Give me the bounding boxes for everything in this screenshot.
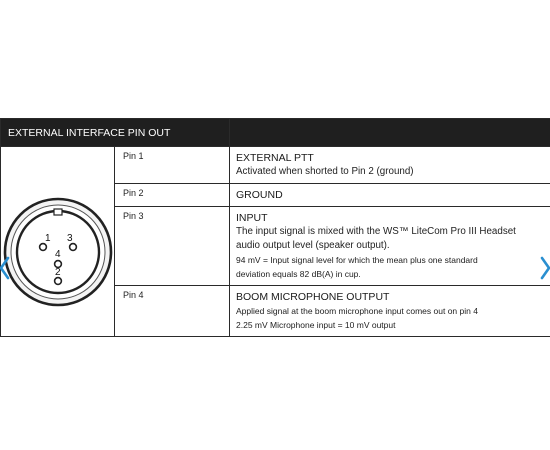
description-note: 94 mV = Input signal level for which the mean plus one standard: [236, 255, 478, 265]
description-title: BOOM MICROPHONE OUTPUT: [236, 291, 390, 303]
pin-2-contact: [55, 278, 62, 285]
pin-cell: Pin 3: [115, 207, 230, 286]
previous-arrow-icon[interactable]: [0, 256, 10, 280]
description-note: 2.25 mV Microphone input = 10 mV output: [236, 320, 396, 330]
table-row: [1, 147, 550, 184]
connector-key-notch: [54, 209, 62, 215]
pin-cell: Pin 2: [115, 184, 230, 207]
table-header-row: [1, 119, 550, 147]
pin-cell: Pin 4: [115, 286, 230, 337]
pin-label-4: 4: [55, 249, 61, 260]
pin-1-contact: [40, 244, 47, 251]
description-cell: [230, 207, 550, 286]
pin-out-table: [0, 118, 550, 337]
next-arrow-icon[interactable]: [540, 256, 550, 280]
table-header-spacer: [230, 119, 550, 147]
pin-label-2: 2: [55, 267, 61, 278]
description-cell: [230, 147, 550, 184]
pin-label-3: 3: [67, 233, 73, 244]
table-title: EXTERNAL INTERFACE PIN OUT: [1, 119, 230, 147]
pin-label-1: 1: [45, 233, 51, 244]
description-line: Activated when shorted to Pin 2 (ground): [236, 166, 414, 177]
description-cell: [230, 286, 550, 337]
description-cell: [230, 184, 550, 207]
description-note: deviation equals 82 dB(A) in cup.: [236, 269, 361, 279]
description-note: Applied signal at the boom microphone input comes out on pin 4: [236, 306, 478, 316]
connector-diagram: [1, 177, 115, 309]
description-title: GROUND: [236, 189, 283, 201]
description-title: INPUT: [236, 212, 268, 224]
description-line: The input signal is mixed with the WS™ LiteCom Pro III Headset: [236, 226, 516, 237]
description-title: EXTERNAL PTT: [236, 152, 314, 164]
description-line: audio output level (speaker output).: [236, 240, 390, 251]
pin-cell: Pin 1: [115, 147, 230, 184]
connector-image-cell: [1, 147, 115, 337]
pin-3-contact: [70, 244, 77, 251]
